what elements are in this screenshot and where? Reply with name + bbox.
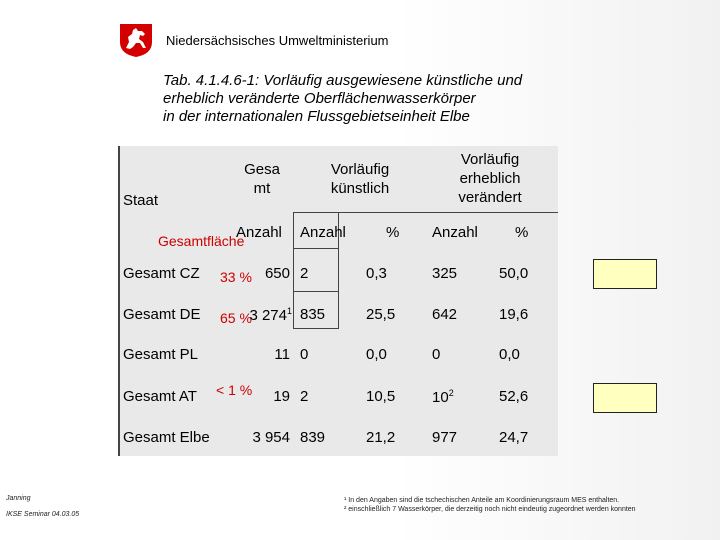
row-k-anzahl: 835: [300, 306, 326, 323]
row-gesamt: 3 954: [252, 429, 290, 446]
row-e-pct: 0,0: [499, 346, 520, 363]
table-row-divider: [293, 328, 339, 329]
subheader-anzahl-kuenstlich: Anzahl: [300, 224, 346, 241]
subheader-anzahl-gesamt: Anzahl: [236, 224, 282, 241]
header-staat: Staat: [123, 192, 159, 209]
header-kuenstlich: [310, 160, 410, 198]
row-gesamt-value: 3 274: [249, 307, 287, 324]
title-line-2: erheblich veränderte Oberflächenwasserkörper: [163, 90, 476, 107]
row-k-pct: 21,2: [366, 429, 396, 446]
footnote-marker: 1: [286, 306, 292, 316]
row-gesamt: 11: [274, 346, 290, 363]
row-flaeche: 33 %: [220, 269, 252, 285]
ministry-name: Niedersächsisches Umweltministerium: [166, 33, 389, 48]
row-e-pct: 50,0: [499, 265, 529, 282]
subheader-pct-erheblich: %: [515, 224, 529, 241]
row-e-pct: 24,7: [499, 429, 529, 446]
row-e-anzahl: [432, 388, 454, 406]
row-e-pct: 52,6: [499, 388, 529, 405]
row-k-pct: 10,5: [366, 388, 396, 405]
header-erheblich-line-1: Vorläufig: [460, 151, 520, 168]
row-k-anzahl: 2: [300, 265, 309, 282]
row-k-anzahl: 2: [300, 388, 309, 405]
header-gesamt-line-2: mt: [253, 180, 271, 197]
row-k-pct: 0,0: [366, 346, 387, 363]
row-gesamt: 650: [264, 265, 290, 282]
table-header-divider: [293, 212, 558, 213]
row-k-anzahl: 0: [300, 346, 309, 363]
highlight-box-at: [593, 383, 657, 413]
title-line-1: Tab. 4.1.4.6-1: Vorläufig ausgewiesene künstliche und: [163, 72, 523, 89]
header-gesamt: [232, 160, 292, 198]
subheader-pct-kuenstlich: %: [386, 224, 400, 241]
table-title: [163, 72, 522, 126]
row-e-anzahl-value: 10: [432, 389, 449, 406]
footnote-1: ¹ In den Angaben sind die tschechischen Anteile am Koordinierungsraum MES enthalten.: [344, 497, 620, 504]
table-border-left: [118, 146, 120, 456]
header-kuenstlich-line-2: künstlich: [330, 180, 390, 197]
footnotes: [344, 496, 714, 514]
row-e-anzahl: 0: [432, 346, 441, 363]
footnote-2: ² einschließlich 7 Wasserkörper, die derzeitig noch nicht eindeutig zugeordnet werden konnten: [344, 506, 636, 513]
header-gesamt-line-1: Gesa: [244, 161, 280, 178]
row-k-pct: 0,3: [366, 265, 387, 282]
row-e-anzahl: 325: [432, 265, 458, 282]
row-staat: Gesamt AT: [123, 388, 197, 405]
title-line-3: in der internationalen Flussgebietseinheit Elbe: [163, 108, 470, 125]
table-col-divider: [293, 212, 294, 328]
subheader-gesamtflaeche: Gesamtfläche: [158, 233, 245, 249]
footnote-marker: 2: [448, 388, 454, 398]
row-staat: Gesamt PL: [123, 346, 199, 363]
row-flaeche: < 1 %: [216, 382, 253, 398]
footer-event: IKSE Seminar 04.03.05: [6, 511, 80, 518]
subheader-anzahl-erheblich: Anzahl: [432, 224, 478, 241]
row-e-pct: 19,6: [499, 306, 529, 323]
row-gesamt: 19: [273, 388, 290, 405]
row-k-pct: 25,5: [366, 306, 396, 323]
header-erheblich-line-3: verändert: [458, 189, 522, 206]
row-flaeche: 65 %: [220, 310, 252, 326]
header-kuenstlich-line-1: Vorläufig: [330, 161, 390, 178]
row-staat: Gesamt Elbe: [123, 429, 210, 446]
footer-author: Janning: [6, 495, 31, 502]
row-staat: Gesamt CZ: [123, 265, 200, 282]
lower-saxony-horse-logo: [118, 22, 154, 58]
row-k-anzahl: 839: [300, 429, 326, 446]
highlight-box-cz: [593, 259, 657, 289]
row-gesamt: [236, 306, 292, 324]
table-row-divider: [293, 291, 339, 292]
table-row-divider: [293, 248, 339, 249]
row-e-anzahl: 642: [432, 306, 458, 323]
header-erheblich: [430, 150, 550, 207]
header-erheblich-line-2: erheblich: [459, 170, 521, 187]
row-e-anzahl: 977: [432, 429, 458, 446]
row-staat: Gesamt DE: [123, 306, 201, 323]
